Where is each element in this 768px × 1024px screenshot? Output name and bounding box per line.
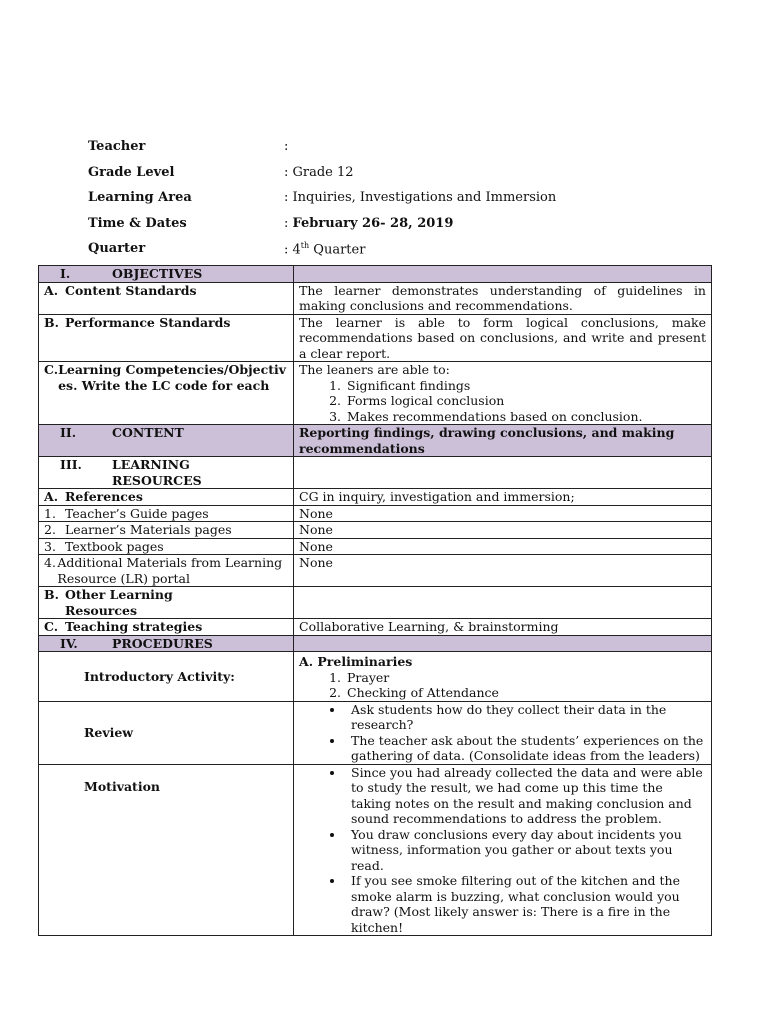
ref-item-label-cell bbox=[39, 505, 294, 522]
competencies-intro: The leaners are able to: bbox=[299, 362, 450, 377]
grade-level-value: : Grade 12 bbox=[284, 164, 354, 180]
resources-title: LEARNING RESOURCES bbox=[112, 457, 202, 488]
quarter-suffix: Quarter bbox=[309, 241, 366, 257]
header-row-teacher bbox=[88, 134, 728, 160]
time-dates-value bbox=[284, 216, 453, 231]
quarter-label: Quarter bbox=[88, 241, 146, 257]
competencies-label-cell bbox=[39, 362, 294, 425]
competencies-list bbox=[299, 378, 706, 425]
motivation-item: • Since you had already collected the data and were able to study the result, we had come up this time the taking notes on the result and making conclusion and sound recommendations to address the problem. bbox=[345, 765, 706, 827]
quarter-value bbox=[284, 241, 365, 257]
quarter-prefix: : 4 bbox=[284, 241, 301, 257]
motivation-row bbox=[39, 764, 712, 936]
resources-row bbox=[39, 457, 712, 489]
other-resources-empty bbox=[294, 587, 712, 619]
procedures-title: PROCEDURES bbox=[112, 635, 213, 651]
learning-area-label: Learning Area bbox=[88, 190, 192, 206]
procedures-header bbox=[39, 635, 294, 652]
ref-item-value: None bbox=[294, 505, 712, 522]
review-row bbox=[39, 701, 712, 764]
competency-item: 1. Significant findings bbox=[345, 378, 706, 394]
ref-item-value: None bbox=[294, 522, 712, 539]
objectives-title: OBJECTIVES bbox=[112, 266, 203, 281]
other-resources-row bbox=[39, 587, 712, 619]
teacher-label: Teacher bbox=[88, 139, 146, 155]
other-resources-label-cell bbox=[39, 587, 294, 619]
references-label-cell bbox=[39, 489, 294, 506]
procedures-empty bbox=[294, 635, 712, 652]
introductory-value-cell bbox=[294, 652, 712, 702]
objectives-num: I. bbox=[60, 266, 71, 281]
lesson-plan-table bbox=[38, 265, 712, 936]
header-row-area bbox=[88, 185, 728, 211]
procedures-row bbox=[39, 635, 712, 652]
preliminary-item: 1. Prayer bbox=[345, 670, 706, 686]
motivation-list bbox=[299, 765, 706, 936]
performance-standards-row bbox=[39, 314, 712, 362]
ref-item-row bbox=[39, 505, 712, 522]
ref-item-row bbox=[39, 522, 712, 539]
ref-label: References bbox=[65, 489, 143, 504]
ref-item-label: Learner’s Materials pages bbox=[65, 522, 232, 537]
ref-item-label: Teacher’s Guide pages bbox=[65, 505, 209, 521]
ps-letter: B. bbox=[44, 314, 59, 330]
content-value: Reporting findings, drawing conclusions, and making recommendations bbox=[294, 425, 712, 457]
lc-label: Learning Competencies/Objectives. Write the LC code for each bbox=[58, 362, 286, 393]
ref-item-row bbox=[39, 538, 712, 555]
references-row bbox=[39, 489, 712, 506]
procedures-num: IV. bbox=[60, 635, 78, 651]
review-list bbox=[299, 702, 706, 764]
content-title: CONTENT bbox=[112, 425, 184, 440]
dates-bold: February 26- 28, 2019 bbox=[292, 215, 454, 231]
teaching-strategies-value: Collaborative Learning, & brainstorming bbox=[294, 619, 712, 636]
header-row-quarter bbox=[88, 236, 728, 262]
ref-item-label: Additional Materials from Learning Resource (LR) portal bbox=[57, 555, 283, 586]
performance-standards-value: The learner is able to form logical conclusions, make recommendations based on conclusions, and write and present a clear report. bbox=[294, 314, 712, 362]
content-row bbox=[39, 425, 712, 457]
ref-item-label: Textbook pages bbox=[65, 538, 164, 554]
review-item: • Ask students how do they collect their data in the research? bbox=[345, 702, 706, 733]
ref-item-row bbox=[39, 555, 712, 587]
ref-item-num: 2. bbox=[44, 522, 56, 537]
motivation-item: • If you see smoke filtering out of the kitchen and the smoke alarm is buzzing, what conclusion would you draw? (Most likely answer is: There is a fire in the kitchen! bbox=[345, 873, 706, 935]
introductory-row bbox=[39, 652, 712, 702]
preliminaries-heading: A. Preliminaries bbox=[299, 654, 413, 669]
review-label: Review bbox=[39, 701, 294, 764]
cs-label: Content Standards bbox=[65, 282, 197, 298]
preliminaries-list bbox=[299, 670, 706, 701]
competencies-value-cell bbox=[294, 362, 712, 425]
header-row-dates bbox=[88, 211, 728, 237]
preliminary-item: 2. Checking of Attendance bbox=[345, 685, 706, 701]
ts-label: Teaching strategies bbox=[65, 619, 203, 634]
grade-level-label: Grade Level bbox=[88, 164, 175, 180]
lesson-header bbox=[88, 134, 728, 262]
ref-letter: A. bbox=[44, 489, 59, 504]
resources-num: III. bbox=[60, 457, 82, 472]
olr-letter: B. bbox=[44, 587, 59, 602]
motivation-value-cell bbox=[294, 764, 712, 936]
lc-letter: C. bbox=[44, 362, 59, 377]
header-row-grade bbox=[88, 160, 728, 186]
teaching-strategies-label-cell bbox=[39, 619, 294, 636]
teacher-value: : bbox=[284, 139, 289, 155]
quarter-sup: th bbox=[300, 240, 310, 250]
review-value-cell bbox=[294, 701, 712, 764]
objectives-header bbox=[39, 266, 294, 283]
content-standards-row bbox=[39, 282, 712, 314]
ts-letter: C. bbox=[44, 619, 59, 634]
content-header bbox=[39, 425, 294, 457]
teaching-strategies-row bbox=[39, 619, 712, 636]
references-value: CG in inquiry, investigation and immersion; bbox=[294, 489, 712, 506]
time-dates-label: Time & Dates bbox=[88, 215, 187, 231]
olr-label: Other Learning Resources bbox=[65, 587, 173, 618]
ref-item-value: None bbox=[294, 538, 712, 555]
review-item: • The teacher ask about the students’ experiences on the gathering of data. (Consolidate ideas from the leaders) bbox=[345, 733, 706, 764]
competency-item: 3. Makes recommendations based on conclusion. bbox=[345, 409, 706, 425]
resources-empty bbox=[294, 457, 712, 489]
content-standards-value: The learner demonstrates understanding of guidelines in making conclusions and recommendations. bbox=[294, 282, 712, 314]
objectives-row bbox=[39, 266, 712, 283]
content-num: II. bbox=[60, 425, 77, 440]
motivation-item: • You draw conclusions every day about incidents you witness, information you gather or about texts you read. bbox=[345, 827, 706, 874]
ps-label: Performance Standards bbox=[65, 314, 231, 330]
introductory-label: Introductory Activity: bbox=[39, 652, 294, 702]
competencies-row bbox=[39, 362, 712, 425]
ref-item-num: 3. bbox=[44, 538, 56, 554]
competency-item: 2. Forms logical conclusion bbox=[345, 393, 706, 409]
performance-standards-label-cell bbox=[39, 314, 294, 362]
ref-item-label-cell bbox=[39, 522, 294, 539]
motivation-label: Motivation bbox=[84, 778, 161, 794]
ref-item-num: 4. bbox=[44, 555, 56, 570]
resources-header bbox=[39, 457, 294, 489]
content-standards-label-cell bbox=[39, 282, 294, 314]
ref-item-label-cell bbox=[39, 555, 294, 587]
ref-item-num: 1. bbox=[44, 505, 56, 521]
cs-letter: A. bbox=[44, 282, 59, 298]
ref-item-label-cell bbox=[39, 538, 294, 555]
dates-prefix: : bbox=[284, 215, 293, 231]
objectives-empty bbox=[294, 266, 712, 283]
ref-item-value: None bbox=[294, 555, 712, 587]
motivation-label-cell bbox=[39, 764, 294, 936]
learning-area-value: : Inquiries, Investigations and Immersion bbox=[284, 190, 557, 206]
